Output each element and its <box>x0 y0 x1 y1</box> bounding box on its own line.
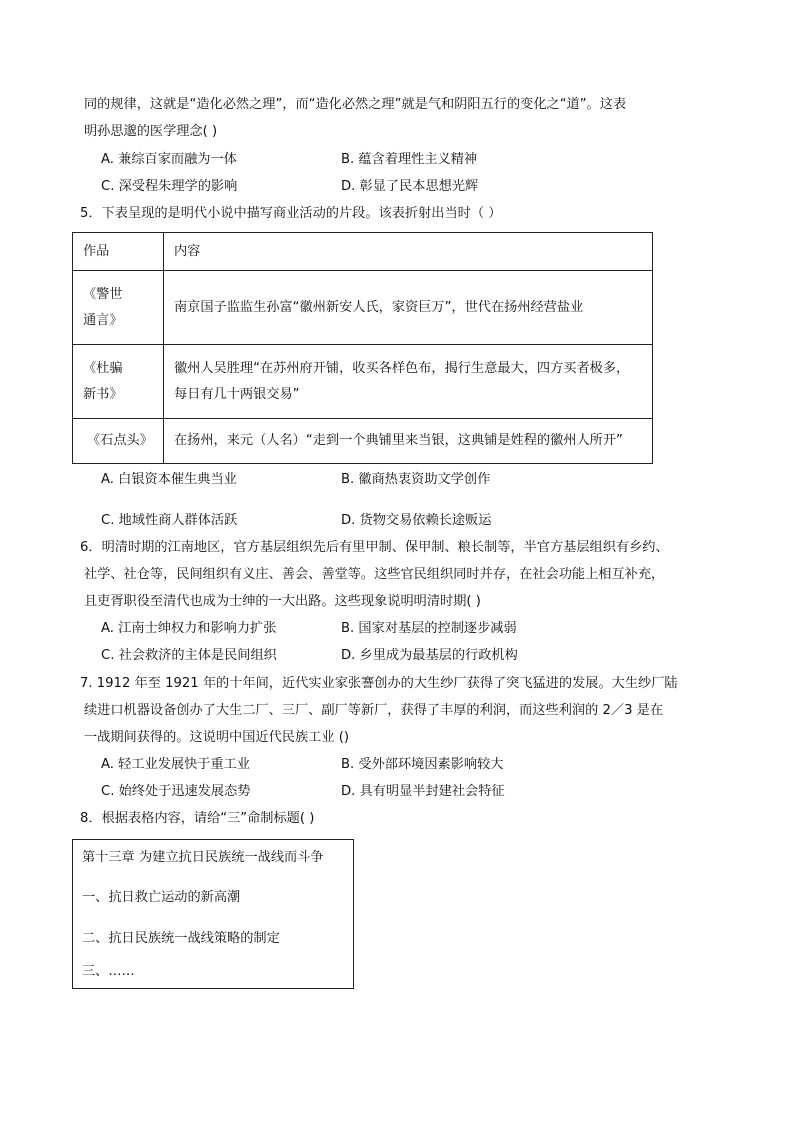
table-row <box>73 271 653 345</box>
table-row <box>73 419 653 464</box>
q6-stem-line-1: 6．明清时期的江南地区，官方基层组织先后有里甲制、保甲制、粮长制等，半官方基层组织有乡约、 <box>80 540 669 555</box>
q4-option-a[interactable]: A. 兼综百家而融为一体 <box>101 152 237 167</box>
q8-section-3: 三、…… <box>82 964 135 979</box>
q7-stem-line-1: 7. 1912 年至 1921 年的十年间，近代实业家张謇创办的大生纱厂获得了突飞猛进的发展。大生纱厂陆 <box>80 676 678 691</box>
q6-stem-line-3: 且吏胥职役至清代也成为士绅的一大出路。这些现象说明明清时期( ) <box>84 594 481 609</box>
q4-option-c[interactable]: C. 深受程朱理学的影响 <box>101 179 238 194</box>
table-cell-content: 徽州人吴胜理“在苏州府开铺，收买各样色布，揭行生意最大，四方买者极多， 每日有几十两银交易” <box>164 345 653 419</box>
table-header-row <box>73 233 653 271</box>
q8-section-2: 二、抗日民族统一战线策略的制定 <box>82 931 280 946</box>
table-cell-content: 南京国子监监生孙富“徽州新安人氏，家资巨万”，世代在扬州经营盐业 <box>164 271 653 345</box>
q8-section-1: 一、抗日救亡运动的新高潮 <box>82 890 241 905</box>
table-cell-work: 《石点头》 <box>73 419 164 464</box>
q7-option-a[interactable]: A. 轻工业发展快于重工业 <box>101 757 251 772</box>
table-cell-content: 在扬州，来元（人名）“走到一个典铺里来当银，这典铺是姓程的徽州人所开” <box>164 419 653 464</box>
q8-outline-box <box>72 839 354 989</box>
table-header-content: 内容 <box>164 233 653 271</box>
q7-stem-line-3: 一战期间获得的。这说明中国近代民族工业 () <box>84 730 350 745</box>
q5-option-a[interactable]: A. 白银资本催生典当业 <box>101 472 237 487</box>
q5-stem: 5．下表呈现的是明代小说中描写商业活动的片段。该表折射出当时（ ） <box>80 206 502 221</box>
q4-stem-line-1: 同的规律，这就是“造化必然之理”，而“造化必然之理”就是气和阴阳五行的变化之“道”。这表 <box>84 97 627 112</box>
q7-stem-line-2: 续进口机器设备创办了大生二厂、三厂、副厂等新厂，获得了丰厚的利润，而这些利润的 2／3 是在 <box>84 703 664 718</box>
q6-option-d[interactable]: D. 乡里成为最基层的行政机构 <box>341 648 518 663</box>
table-cell-work: 《警世 通言》 <box>73 271 164 345</box>
table-cell-work: 《杜骗 新书》 <box>73 345 164 419</box>
q4-option-b[interactable]: B. 蕴含着理性主义精神 <box>341 152 478 167</box>
q4-stem-line-2: 明孙思邈的医学理念( ) <box>84 124 218 139</box>
q6-option-c[interactable]: C. 社会救济的主体是民间组织 <box>101 648 277 663</box>
q6-stem-line-2: 社学、社仓等，民间组织有义庄、善会、善堂等。这些官民组织同时并存，在社会功能上相互补充， <box>84 567 665 582</box>
q5-table <box>72 232 653 464</box>
q7-option-c[interactable]: C. 始终处于迅速发展态势 <box>101 784 251 799</box>
q7-option-d[interactable]: D. 具有明显半封建社会特征 <box>341 784 505 799</box>
q6-option-a[interactable]: A. 江南士绅权力和影响力扩张 <box>101 621 277 636</box>
q8-stem: 8．根据表格内容，请给“三”命制标题( ) <box>80 811 315 826</box>
q8-chapter-title: 第十三章 为建立抗日民族统一战线而斗争 <box>82 850 324 865</box>
q5-option-d[interactable]: D. 货物交易依赖长途贩运 <box>341 513 492 528</box>
q5-option-c[interactable]: C. 地域性商人群体活跃 <box>101 513 238 528</box>
q5-option-b[interactable]: B. 徽商热衷资助文学创作 <box>341 472 491 487</box>
q4-option-d[interactable]: D. 彰显了民本思想光辉 <box>341 179 479 194</box>
q6-option-b[interactable]: B. 国家对基层的控制逐步减弱 <box>341 621 517 636</box>
table-header-work: 作品 <box>73 233 164 271</box>
table-row <box>73 345 653 419</box>
q7-option-b[interactable]: B. 受外部环境因素影响较大 <box>341 757 504 772</box>
